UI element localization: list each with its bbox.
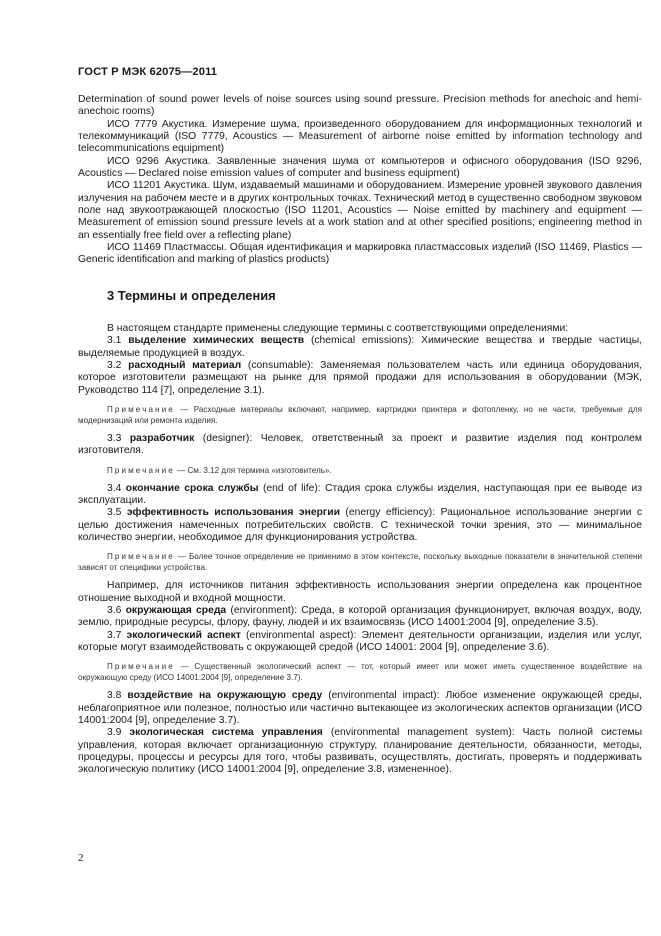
term-3-5-example: Например, для источников питания эффективность использования энергии определена как процентное отношение выходной и входной мощности. [78,580,642,604]
term-3-1 [78,335,642,360]
term-3-5 [78,507,642,544]
page-number: 2 [78,852,84,864]
term-number: 3.8 [107,690,122,702]
term-name: окружающая среда [125,604,227,616]
term-3-3 [78,433,642,458]
term-name: экологический аспект [126,629,241,641]
term-3-4 [78,483,642,508]
term-definition: (end of life): Стадия срока службы изделия, наступающая при ее выводе из эксплуатации. [78,482,642,506]
page-content [78,94,642,777]
term-definition: (environmental impact): Любое изменение окружающей среды, неблагоприятное или полезное, полностью или частично вытекающее из экологических аспектов организации (ИСО 14001:2004 [9], определение 3.7). [78,690,642,727]
term-definition: (environmental aspect): Элемент деятельности организации, изделия или услуг, которые могут взаимодействовать с окружающей средой (ИСО 14001: 2004 [9], определение 3.6). [78,629,642,653]
term-number: 3.9 [107,727,122,739]
term-3-6 [78,605,642,630]
term-3-7 [78,630,642,655]
term-definition: (energy efficiency): Рациональное использование энергии с целью достижения намеченных потребительских свойств. С технической точки зрения, это — минимальное количество энергии, необходимое для функционирования устройства. [78,507,642,543]
term-name: окончание срока службы [125,482,259,494]
term-3-8 [78,690,642,727]
term-number: 3.7 [107,629,122,641]
section-heading: 3 Термины и определения [107,287,276,303]
note-label: Примечание [107,662,175,672]
document-header: ГОСТ Р МЭК 62075—2011 [78,66,218,78]
term-number: 3.3 [107,432,122,444]
reference-iso-9296: ИСО 9296 Акустика. Заявленные значения шума от компьютеров и офисного оборудования (ISO 9296, Acoustics — Declared noise emission values of computer and business equipment) [78,155,642,180]
term-name: эффективность использования энергии [126,507,340,519]
term-definition: (designer): Человек, ответственный за проект и развитие изделия под контролем изготовителя. [78,432,642,457]
note-text: — Более точное определение не применимо в этом контексте, поскольку выходные показатели в значительной степени зависят от специфики устройства. [78,552,642,573]
term-definition: (environment): Среда, в которой организация функционирует, включая воздух, воду, землю, природные ресурсы, флору, фауну, людей и их взаимосвязь (ИСО 14001:2004 [9], определение 3.5). [78,604,642,629]
reference-iso-11201: ИСО 11201 Акустика. Шум, издаваемый машинами и оборудованием. Измерение уровней звукового давления излучения на рабочем месте и в других контрольных точках. Технический метод в существенно свободном звуковом поле над звукоотражающей плоскостью (ISO 11201, Acoustics — Noise emitted by machinery and equipment — Measurement of emission sound pressure levels at a work station and at other specified positions; engineering method in an essentially free field over a reflecting plane) [78,180,642,241]
term-name: расходный материал [128,359,242,371]
term-name: экологическая система управления [129,727,323,739]
note-label: Примечание [107,465,175,475]
term-number: 3.5 [107,507,122,519]
term-number: 3.6 [107,604,122,616]
note-3-3 [78,465,642,476]
term-definition: (environmental management system): Часть полной системы управления, которая включает организационную структуру, планирование деятельности, обязанности, методы, процедуры, процессы и ресурсы для того, чтобы развивать, осуществлять, достигать, проверять и поддерживать экологическую политику (ИСО 14001:2004 [9], определение 3.8, измененное). [78,727,642,776]
term-name: выделение химических веществ [128,335,305,347]
reference-iso-7779: ИСО 7779 Акустика. Измерение шума, произведенного оборудованием для информационных технологий и телекоммуникаций (ISO 7779, Acoustics — Measurement of airborne noise emitted by information technology and telecommunications equipment) [78,118,642,155]
term-name: разработчик [129,432,195,444]
intro-paragraph: В настоящем стандарте применены следующие термины с соответствующими определениями: [107,322,569,334]
note-text: — См. 3.12 для термина «изготовитель». [174,465,332,475]
note-3-7 [78,661,642,683]
term-number: 3.2 [107,359,122,371]
note-label: Примечание [107,404,175,414]
term-number: 3.4 [107,482,122,494]
note-text: — Существенный экологический аспект — тот, который имеет или может иметь существенное воздействие на окружающую среду (ИСО 14001:2004 [9], определение 3.7). [78,662,642,683]
term-3-9 [78,727,642,776]
term-number: 3.1 [107,335,122,347]
note-text: — Расходные материалы включают, например, картриджи принтера и фотопленку, но не части, требуемые для модернизаций или ремонта изделия. [78,404,642,425]
note-3-2 [78,404,642,426]
note-3-5 [78,551,642,573]
reference-continuation: Determination of sound power levels of noise sources using sound pressure. Precision methods for anechoic and hemi-anechoic rooms) [78,94,642,118]
term-definition: (consumable): Заменяемая пользователем часть или единица оборудования, которое изготовители размещают на рынке для прямой продажи для использования в оборудовании (МЭК, Руководство 114 [7], определение 3.1). [78,359,642,396]
term-definition: (chemical emissions): Химические вещества и твердые частицы, выделяемые продукцией в воздух. [78,335,642,359]
term-3-2 [78,360,642,397]
term-name: воздействие на окружающую среду [127,690,323,702]
note-label: Примечание [107,552,175,562]
reference-iso-11469: ИСО 11469 Пластмассы. Общая идентификация и маркировка пластмассовых изделий (ISO 11469, Plastics — Generic identification and marking of plastics products) [78,242,642,266]
